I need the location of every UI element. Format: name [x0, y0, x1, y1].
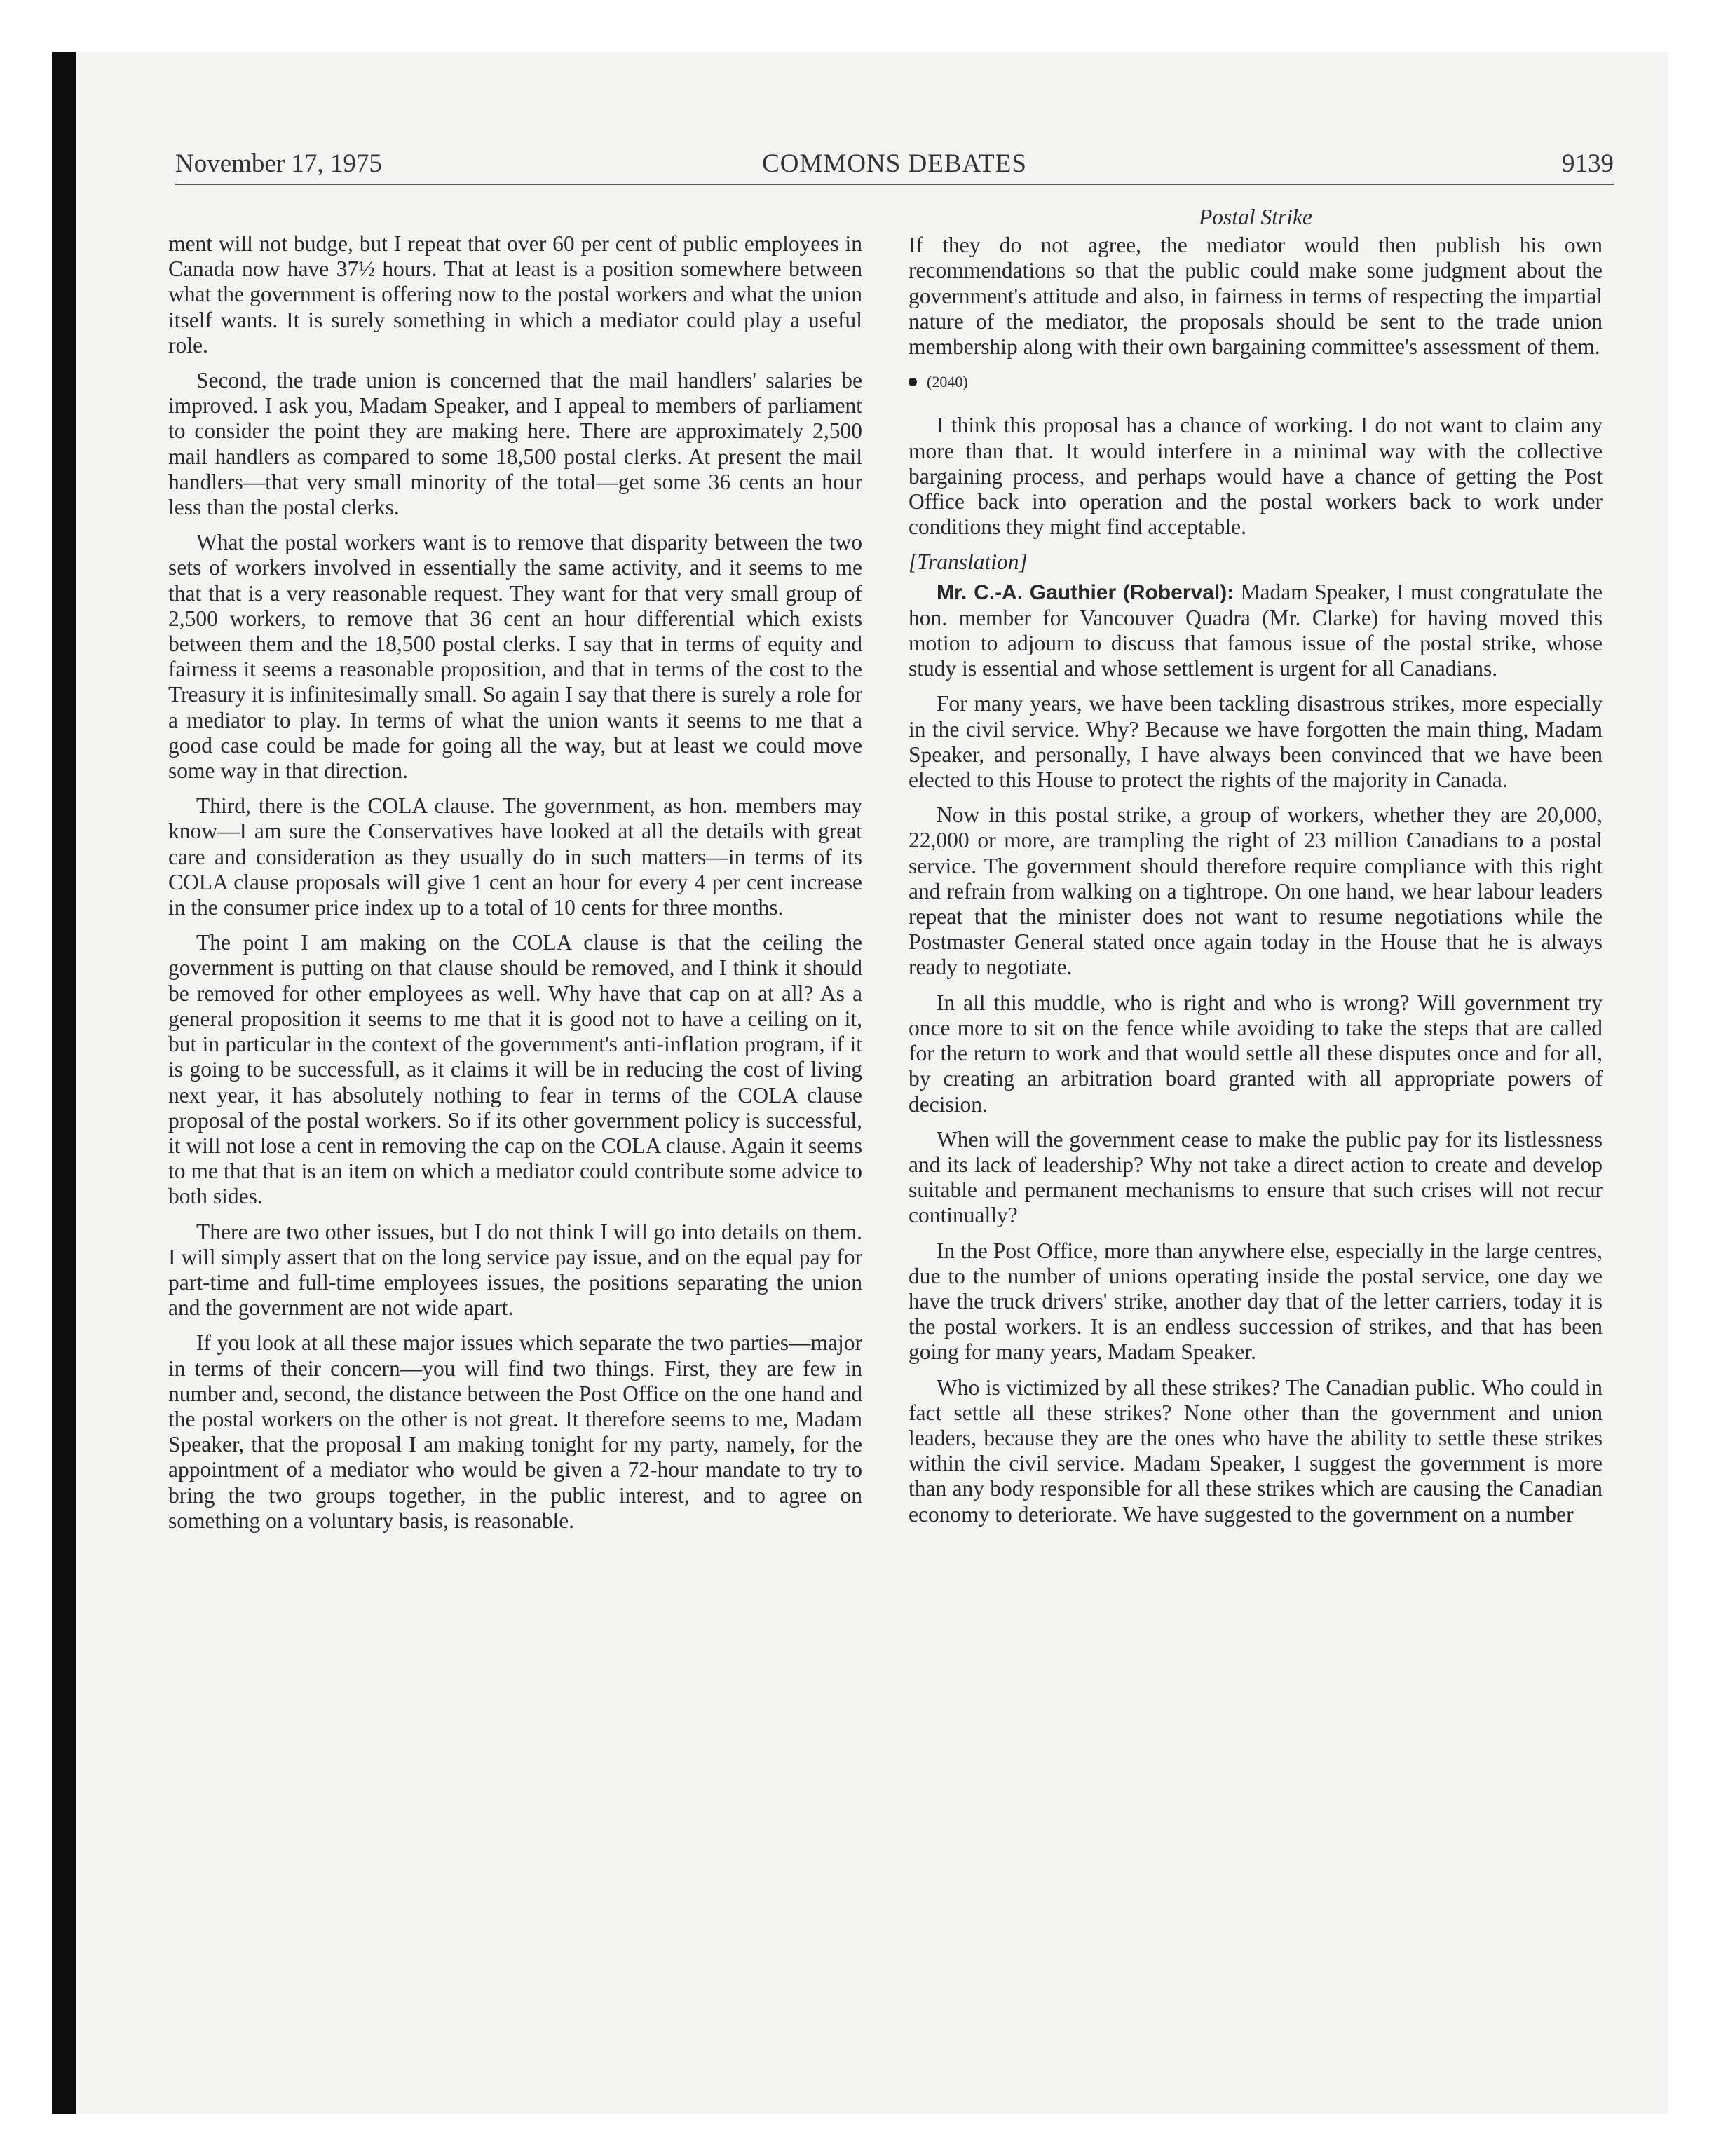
right-paragraph-3: For many years, we have been tackling disastrous strikes, more especially in the civil service. Why? Because we have forgotten the main thing, Madam Speaker, and personally, I have always been convinced that we have been elected to this House to protect the rights of the majority in Canada. [909, 691, 1603, 793]
time-marker [909, 369, 1603, 395]
left-paragraph-7: If you look at all these major issues which separate the two parties—major in terms of their concern—you will find two things. First, they are few in number and, second, the distance between the Post Office on the one hand and the postal workers on the other is not great. It therefore seems to me, Madam Speaker, that the proposal I am making tonight for my party, namely, for the appointment of a mediator who would be given a 72-hour mandate to try to bring the two groups together, in the public interest, and to agree on something on a voluntary basis, is reasonable. [168, 1330, 862, 1533]
speaker-text: Madam Speaker, I must congratulate the hon. member for Vancouver Quadra (Mr. Clarke) for having moved this motion to adjourn to discuss that famous issue of the postal strike, whose study is essential and whose settlement is urgent for all Canadians. [909, 579, 1603, 681]
right-paragraph-5: In all this muddle, who is right and who is wrong? Will government try once more to sit on the fence while avoiding to take the steps that are called for the return to work and that would settle all these disputes once and for all, by creating an arbitration board granted with all appropriate powers of decision. [909, 990, 1603, 1117]
right-paragraph-8: Who is victimized by all these strikes? The Canadian public. Who could in fact settle all these strikes? None other than the government and union leaders, because they are the ones who have the ability to settle these strikes within the civil service. Madam Speaker, I suggest the government is more than any body responsible for all these strikes which are causing the Canadian economy to deteriorate. We have suggested to the government on a number [909, 1374, 1603, 1527]
left-paragraph-1: ment will not budge, but I repeat that over 60 per cent of public employees in Canada now have 37½ hours. That at least is a position somewhere between what the government is offering now to the postal workers and what the union itself wants. It is surely something in which a mediator could play a useful role. [168, 231, 862, 357]
header-date: November 17, 1975 [175, 149, 382, 178]
running-title: Postal Strike [1199, 205, 1312, 229]
right-paragraph-6: When will the government cease to make the public pay for its listlessness and its lack of leadership? Why not take a direct action to create and develop suitable and permanent mechanisms to ensure that such crises will not recur continually? [909, 1126, 1603, 1228]
header-page-number: 9139 [1562, 149, 1614, 178]
bullet-icon [909, 378, 917, 386]
left-column [168, 231, 862, 1543]
header-rule [175, 184, 1614, 185]
right-paragraph-7: In the Post Office, more than anywhere else, especially in the large centres, due to the number of unions operating inside the postal service, one day we have the truck drivers' strike, another day that of the letter carriers, today it is the postal workers. It is an endless succession of strikes, and that has been going for many years, Madam Speaker. [909, 1238, 1603, 1365]
header-title: COMMONS DEBATES [762, 149, 1027, 178]
left-paragraph-6: There are two other issues, but I do not think I will go into details on them. I will simply assert that on the long service pay issue, and on the equal pay for part-time and full-time employees issues, the positions separating the union and the government are not wide apart. [168, 1219, 862, 1321]
translation-label: [Translation] [909, 550, 1028, 575]
right-column [909, 205, 1603, 1537]
left-paragraph-2: Second, the trade union is concerned that the mail handlers' salaries be improved. I ask you, Madam Speaker, and I appeal to members of parliament to consider the point they are making here. There are approximately 2,500 mail handlers as compared to some 18,500 postal clerks. At present the mail handlers—that very small minority of the total—get some 36 cents an hour less than the postal clerks. [168, 368, 862, 520]
page-header [175, 149, 1614, 185]
speaker-paragraph [909, 580, 1603, 682]
time-marker-label: (2040) [927, 373, 968, 391]
right-paragraph-2: I think this proposal has a chance of working. I do not want to claim any more than that. It would interfere in a minimal way with the collective bargaining process, and perhaps would have a chance of getting the Post Office back into operation and the postal workers back to work under conditions they might find acceptable. [909, 413, 1603, 540]
left-paragraph-5: The point I am making on the COLA clause is that the ceiling the government is putting on that clause should be removed, and I think it should be removed for other employees as well. Why have that cap on at all? As a general proposition it seems to me that it is good not to have a ceiling on it, but in particular in the context of the government's anti-inflation program, if it is going to be successfull, as it claims it will be in reducing the cost of living next year, it has absolutely nothing to fear in terms of the COLA clause proposal of the postal workers. So if its other government policy is successful, it will not lose a cent in removing the cap on the COLA clause. Again it seems to me that that is an item on which a mediator could contribute some advice to both sides. [168, 930, 862, 1209]
right-paragraph-4: Now in this postal strike, a group of workers, whether they are 20,000, 22,000 or more, are trampling the right of 23 million Canadians to a postal service. The government should therefore require compliance with this right and refrain from walking on a tightrope. On one hand, we hear labour leaders repeat that the minister does not want to resume negotiations while the Postmaster General stated once again today in the House that he is always ready to negotiate. [909, 803, 1603, 980]
binding-edge [52, 52, 76, 2114]
right-paragraph-1: If they do not agree, the mediator would then publish his own recommendations so that the public could make some judgment about the government's attitude and also, in fairness in terms of respecting the impartial nature of the mediator, the proposals should be sent to the trade union membership along with their own bargaining committee's assessment of them. [909, 233, 1603, 360]
speaker-name: Mr. C.-A. Gauthier (Roberval): [937, 580, 1234, 604]
left-paragraph-4: Third, there is the COLA clause. The government, as hon. members may know—I am sure the Conservatives have looked at all the details with great care and consideration as they usually do in such matters—in terms of its COLA clause proposals will give 1 cent an hour for every 4 per cent increase in the consumer price index up to a total of 10 cents for three months. [168, 793, 862, 920]
left-paragraph-3: What the postal workers want is to remove that disparity between the two sets of workers involved in essentially the same activity, and it seems to me that that is a very reasonable request. They want for that very small group of 2,500 workers, to remove that 36 cent an hour differential which exists between them and the 18,500 postal clerks. I say that in terms of equity and fairness it seems a reasonable proposition, and that in terms of the cost to the Treasury it is infinitesimally small. So again I say that there is surely a role for a mediator to play. In terms of what the union wants it seems to me that a good case could be made for going all the way, but at least we could move some way in that direction. [168, 530, 862, 784]
